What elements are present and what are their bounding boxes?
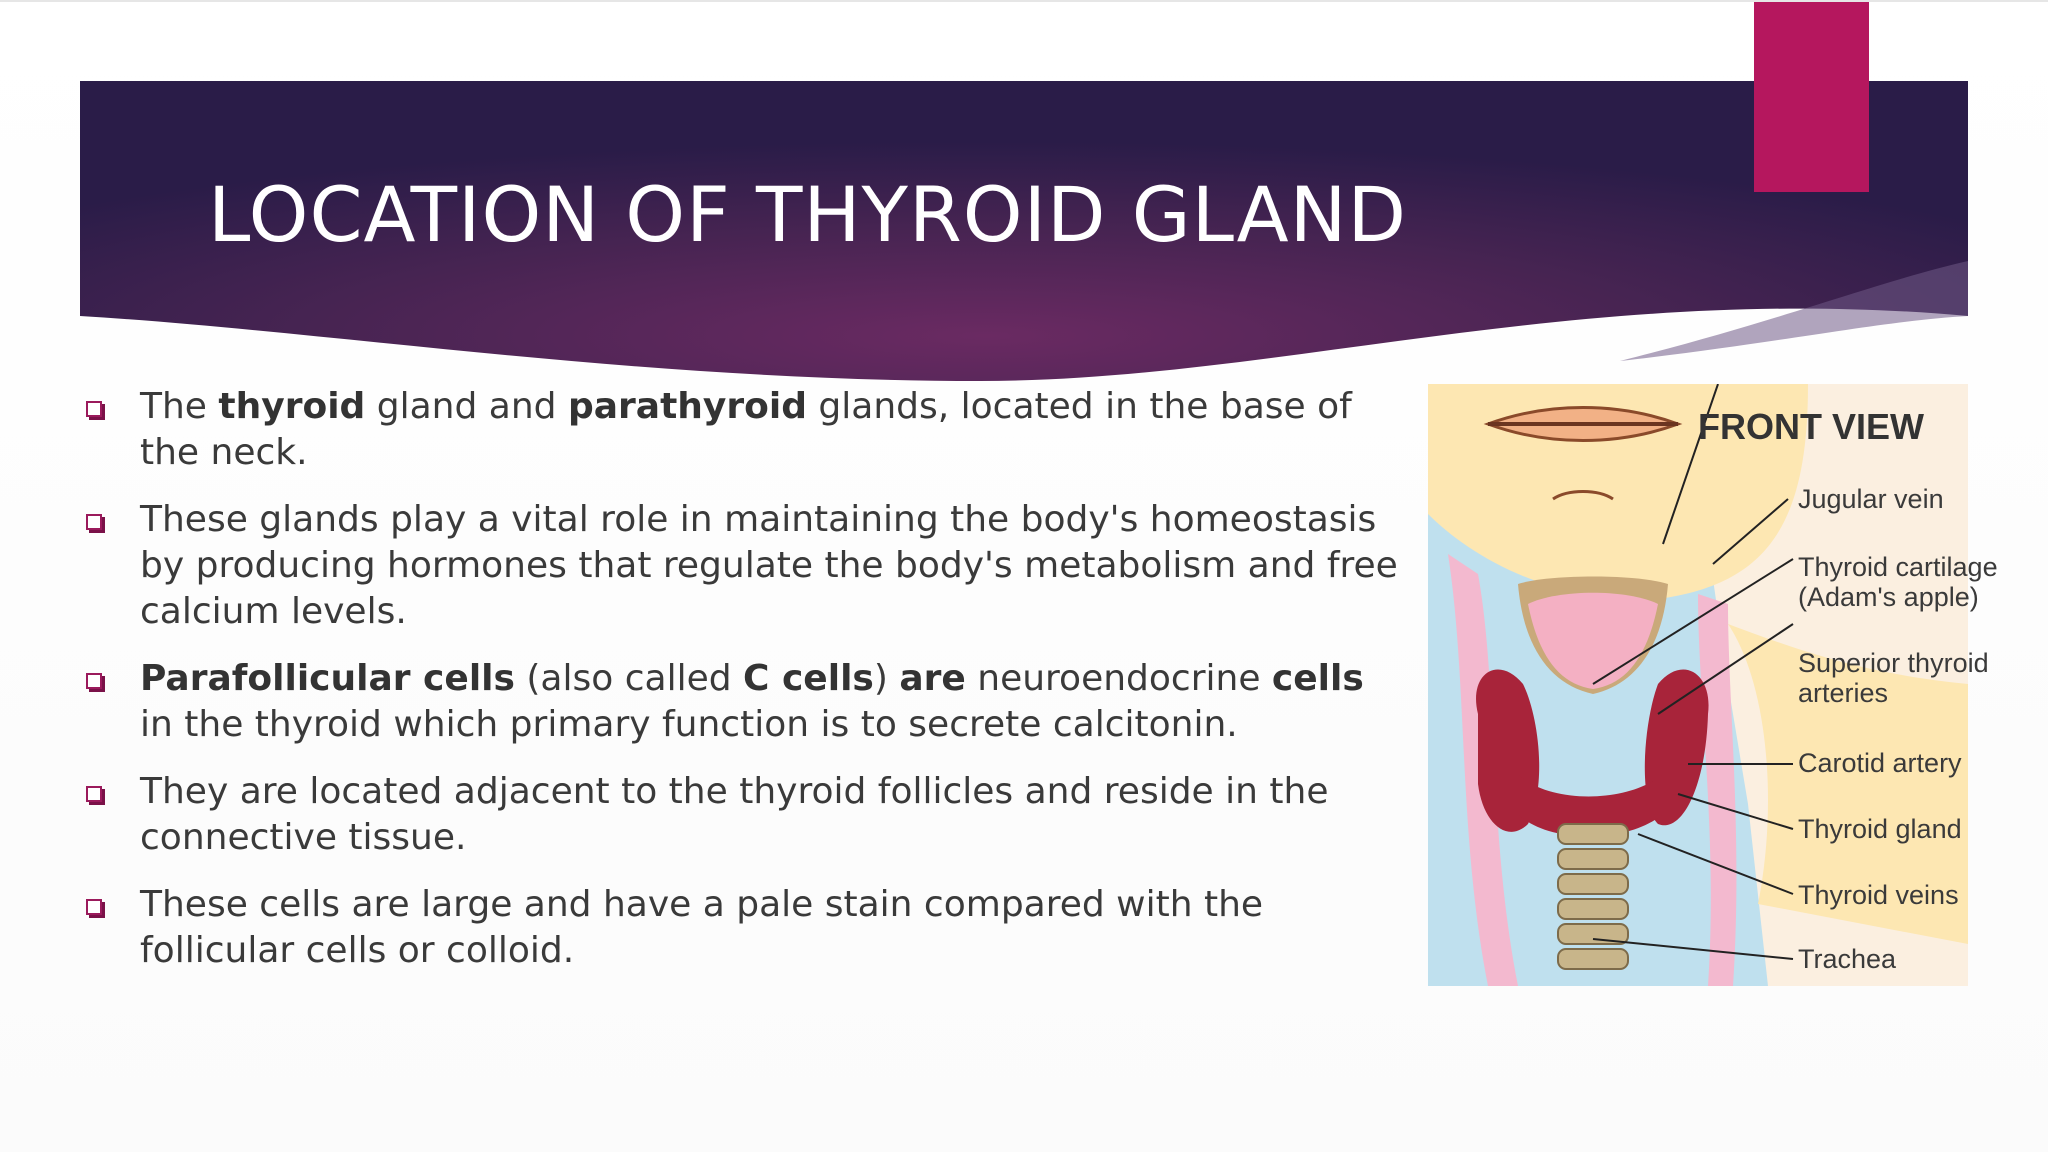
bullet-list <box>82 384 1402 995</box>
checkbox-bullet-icon <box>86 899 102 915</box>
checkbox-bullet-icon <box>86 786 102 802</box>
label-adams-apple: (Adam's apple) <box>1798 582 1979 612</box>
text-run: (also called <box>514 658 744 699</box>
bullet-item <box>82 882 1402 974</box>
label-trachea: Trachea <box>1798 944 1897 974</box>
label-thyroid-gland: Thyroid gland <box>1798 814 1962 844</box>
text-run-bold: Parafollicular cells <box>140 658 515 699</box>
text-run: neuroendocrine <box>965 658 1272 699</box>
text-run-bold: thyroid <box>218 386 366 427</box>
checkbox-bullet-icon <box>86 401 102 417</box>
accent-tab <box>1754 2 1869 192</box>
text-run: These glands play a vital role in maintaining the body's homeostasis by producing hormones that regulate the body's metabolism and free calcium levels. <box>140 499 1398 632</box>
text-run-bold: C cells <box>743 658 874 699</box>
bullet-item <box>82 384 1402 476</box>
bullet-item <box>82 497 1402 635</box>
label-thyroid-veins: Thyroid veins <box>1798 880 1959 910</box>
label-arteries: arteries <box>1798 678 1889 708</box>
text-run: These cells are large and have a pale stain compared with the follicular cells or colloid. <box>140 884 1264 971</box>
text-run: gland and <box>365 386 568 427</box>
text-run: glands, located in the base of the neck. <box>140 386 1352 473</box>
text-run: ) <box>873 658 900 699</box>
figure-title: FRONT VIEW <box>1698 406 1924 447</box>
text-run-bold: parathyroid <box>567 386 807 427</box>
slide-title: LOCATION OF THYROID GLAND <box>208 170 1408 259</box>
label-jugular-vein: Jugular vein <box>1798 484 1944 514</box>
text-run-bold: are <box>899 658 966 699</box>
bullet-item <box>82 769 1402 861</box>
checkbox-bullet-icon <box>86 673 102 689</box>
text-run: They are located adjacent to the thyroid follicles and reside in the connective tissue. <box>140 771 1329 858</box>
text-run: in the thyroid which primary function is to secrete calcitonin. <box>140 704 1238 745</box>
text-run-bold: cells <box>1271 658 1364 699</box>
label-superior-thyroid: Superior thyroid <box>1798 648 1989 678</box>
text-run: The <box>140 386 219 427</box>
bullet-item <box>82 656 1402 748</box>
label-carotid-artery: Carotid artery <box>1798 748 1962 778</box>
thyroid-illustration <box>1428 384 1998 986</box>
label-thyroid-cartilage: Thyroid cartilage <box>1798 552 1998 582</box>
checkbox-bullet-icon <box>86 514 102 530</box>
